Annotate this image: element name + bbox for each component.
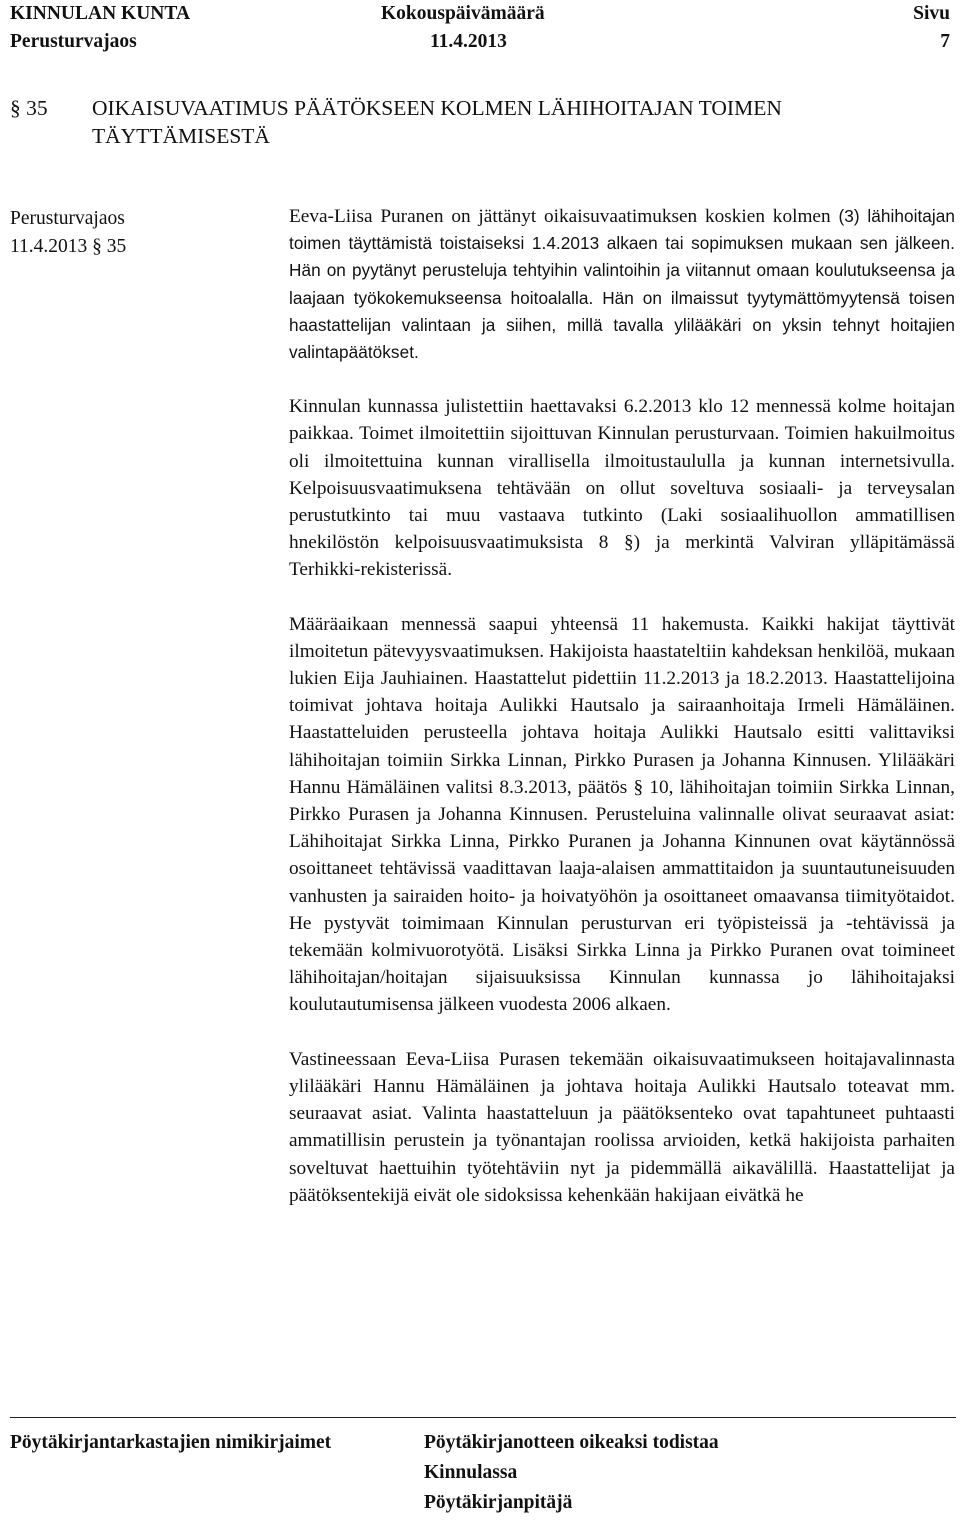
- paragraph-applications: Määräaikaan mennessä saapui yhteensä 11 hakemusta. Kaikki hakijat täyttivät ilmoitetun pätevyysvaatimuksen. Hakijoista haastateltiin kahdeksan henkilöä, mukaan lukien Eija Jauhiainen. Haastattelut pidettiin 11.2.2013 ja 18.2.2013. Haastattelijoina toimivat johtava hoitaja Aulikki Hautsalo ja sairaanhoitaja Irmeli Hämäläinen. Haastatteluiden perusteella johtava hoitaja Aulikki Hautsalo esitti valittaviksi lähihoitajan toimiin Sirkka Linnan, Pirkko Purasen ja Johanna Kinnusen. Ylilääkäri Hannu Hämäläinen valitsi 8.3.2013, päätös § 10, lähihoitajan toimiin Sirkka Linnan, Pirkko Purasen ja Johanna Kinnusen. Perusteluina valinnalle olivat seuraavat asiat: Lähihoitajat Sirkka Linna, Pirkko Puranen ja Johanna Kinnunen ovat käytännössä osoittaneet tehtävissä vaadittavan laaja-alaisen ammattitaidon ja suuntautuneisuuden vanhusten ja sairaiden hoito- ja hoivatyöhön ja osoittaneet omaavansa tiimityötaidot. He pystyvät toimimaan Kinnulan perusturvan eri työpisteissä ja -tehtävissä ja tekemään kolmivuorotyötä. Lisäksi Sirkka Linna ja Pirkko Puranen ovat toimineet lähihoitajan/hoitajan sijaisuuksissa Kinnulan kunnassa jo lähihoitajaksi koulutautumisensa jälkeen vuodesta 2006 alkaen.: [289, 613, 955, 1016]
- document-body: [289, 203, 955, 1209]
- footer-divider: [10, 1417, 956, 1418]
- footer-initials-label: Pöytäkirjantarkastajien nimikirjaimet: [10, 1432, 332, 1453]
- footer-certify-label: Pöytäkirjanotteen oikeaksi todistaa: [424, 1432, 719, 1453]
- margin-number: 35: [106, 236, 127, 257]
- footer-keeper-label: Pöytäkirjanpitäjä: [424, 1492, 573, 1513]
- margin-date-line: [10, 233, 126, 261]
- meeting-date-label: Kokouspäivämäärä: [381, 3, 545, 24]
- margin-reference: [10, 205, 126, 261]
- footer-certification: [424, 1428, 719, 1518]
- organization-name: KINNULAN KUNTA: [10, 3, 191, 24]
- page-header: [0, 0, 960, 56]
- margin-date: 11.4.2013: [10, 236, 88, 257]
- margin-symbol: §: [92, 236, 102, 257]
- paragraph-appeal: [289, 203, 955, 366]
- section-number: [10, 94, 48, 122]
- section-title: OIKAISUVAATIMUS PÄÄTÖKSEEN KOLMEN LÄHIHOITAJAN TOIMEN TÄYTTÄMISESTÄ: [92, 96, 782, 148]
- paragraph-response: Vastineessaan Eeva-Liisa Purasen tekemään oikaisuvaatimukseen hoitajavalinnasta ylilääkäri Hannu Hämäläinen ja johtava hoitaja Aulikki Hautsalo toteavat mm. seuraavat asiat. Valinta haastatteluun ja päätöksenteko ovat tapahtuneet puhtaasti ammatillisin perustein ja työnantajan roolissa arvioiden, ketkä hakijoista parhaiten soveltuvat haettuihin työtehtäviin nyt ja pidemmällä aikavälillä. Haastattelijat ja päätöksentekijä eivät ole sidoksissa kehenkään hakijaan eivätkä he: [289, 1048, 955, 1206]
- paragraph-appeal-rest: (3) lähihoitajan toimen täyttämistä toistaiseksi 1.4.2013 alkaen tai sopimuksen mukaan sen jälkeen. Hän on pyytänyt perusteluja tehtyihin valintoihin ja viitannut omaan koulutukseensa ja laajaan työkokemukseensa hoitoalalla. Hän on ilmaissut tyytymättömyytensä toisen haastattelijan valintaan ja siihen, millä tavalla ylilääkäri on yksin tehnyt hoitajien valintapäätökset.: [289, 206, 955, 363]
- section-symbol: §: [10, 96, 21, 120]
- department-name: Perusturvajaos: [10, 31, 137, 52]
- footer-place: Kinnulassa: [424, 1462, 518, 1483]
- paragraph-announcement: Kinnulan kunnassa julistettiin haettavaksi 6.2.2013 klo 12 mennessä kolme hoitajan paikkaa. Toimet ilmoitettiin sijoittuvan Kinnulan perusturvaan. Toimien hakuilmoitus oli ilmoitettuina kunnan virallisella ilmoitustaululla ja kunnan internetsivulla. Kelpoisuusvaatimuksena tehtävään on ollut soveltuva sosiaali- ja terveysalan perustutkinto tai muu vastaava tutkinto (Laki sosiaalihuollon ammatillisen hnekilöstön kelpoisuusvaatimuksista 8 §) ja merkintä Valviran ylläpitämässä Terhikki-rekisterissä.: [289, 396, 955, 581]
- margin-body: Perusturvajaos: [10, 208, 125, 229]
- meeting-date: 11.4.2013: [430, 31, 507, 52]
- page-number: 7: [940, 31, 950, 52]
- paragraph-appeal-lead: Eeva-Liisa Puranen on jättänyt oikaisuvaatimuksen koskien kolmen: [289, 206, 831, 227]
- section-number-value: 35: [26, 96, 48, 120]
- page-label: Sivu: [913, 3, 950, 24]
